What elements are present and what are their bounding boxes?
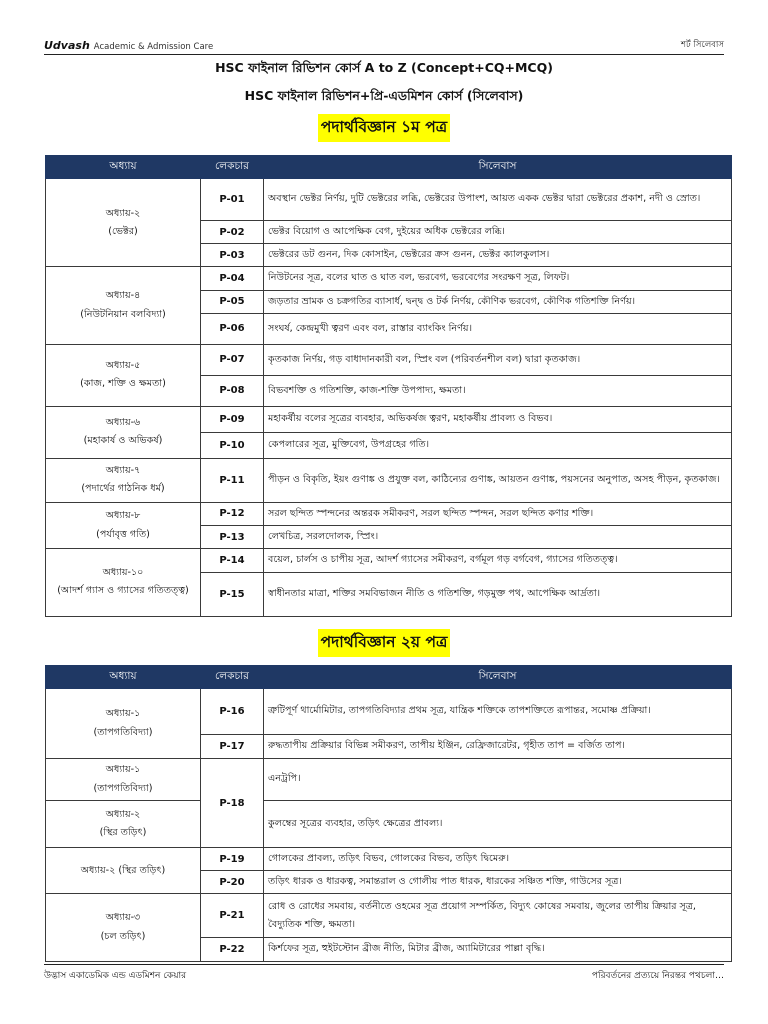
brand-logo: Udvash — [44, 39, 90, 52]
syllabus-table-paper2 — [45, 665, 732, 962]
lecture-cell: P-05 — [201, 290, 264, 313]
lecture-cell: P-19 — [201, 848, 264, 871]
lecture-cell: P-08 — [201, 375, 264, 406]
table-row — [46, 848, 732, 871]
chapter-cell: অধ্যায়-১ (তাপগতিবিদ্যা) — [46, 689, 201, 759]
syllabus-cell: কুলম্বের সূত্রের ব্যবহার, তড়িৎ ক্ষেত্রের প্রাবল্য। — [264, 801, 732, 848]
lecture-cell: P-15 — [201, 572, 264, 616]
syllabus-cell: লেখচিত্র, সরলদোলক, স্প্রিং। — [264, 526, 732, 549]
lecture-cell: P-10 — [201, 432, 264, 458]
syllabus-cell: অবস্থান ভেক্টর নির্ণয়, দুটি ভেক্টরের লব্ধি, ভেক্টরের উপাংশ, আয়ত একক ভেক্টর দ্বারা ভেক্টরের প্রকাশ, নদী ও স্রোত। — [264, 179, 732, 221]
column-header-chapter: অধ্যায় — [46, 666, 201, 689]
lecture-cell: P-20 — [201, 871, 264, 894]
chapter-cell: অধ্যায়-২ (স্থির তড়িৎ) — [46, 848, 201, 894]
subject-title-paper1: পদার্থবিজ্ঞান ১ম পত্র — [318, 114, 450, 142]
chapter-cell: অধ্যায়-৩ (চল তড়িৎ) — [46, 894, 201, 961]
column-header-syllabus: সিলেবাস — [264, 156, 732, 179]
lecture-cell: P-06 — [201, 313, 264, 344]
course-subtitle: HSC ফাইনাল রিভিশন+প্রি-এডমিশন কোর্স (সিলেবাস) — [244, 88, 524, 103]
page-footer — [44, 964, 724, 983]
table-row — [46, 801, 732, 848]
chapter-cell: অধ্যায়-২ (ভেক্টর) — [46, 179, 201, 267]
page-header — [44, 36, 724, 55]
column-header-lecture: লেকচার — [201, 156, 264, 179]
table-row — [46, 179, 732, 221]
syllabus-cell: ভেক্টরের ডট গুনন, দিক কোসাইন, ভেক্টরের ক্রস গুনন, ভেক্টর ক্যালকুলাস। — [264, 244, 732, 267]
table-row — [46, 894, 732, 938]
lecture-cell: P-21 — [201, 894, 264, 938]
syllabus-cell: সংঘর্ষ, কেন্দ্রমুখী ত্বরণ এবং বল, রাস্তার ব্যাংকিং নির্ণয়। — [264, 313, 732, 344]
syllabus-cell: ত্রুটিপূর্ণ থার্মোমিটার, তাপগতিবিদ্যার প্রথম সূত্র, যান্ত্রিক শক্তিকে তাপশক্তিতে রূপান্তর, সমোষ্ণ প্রক্রিয়া। — [264, 689, 732, 735]
table-header-row — [46, 666, 732, 689]
chapter-cell: অধ্যায়-৭ (পদার্থের গাঠনিক ধর্ম) — [46, 458, 201, 502]
chapter-cell: অধ্যায়-৫ (কাজ, শক্তি ও ক্ষমতা) — [46, 344, 201, 406]
lecture-cell: P-22 — [201, 938, 264, 961]
syllabus-cell: বয়েল, চার্লস ও চাপীয় সূত্র, আদর্শ গ্যাসের সমীকরণ, বর্গমূল গড় বর্গবেগ, গ্যাসের গতিতত্ত্ব। — [264, 549, 732, 572]
table-row — [46, 689, 732, 735]
brand — [44, 39, 213, 52]
table-header-row — [46, 156, 732, 179]
lecture-cell: P-16 — [201, 689, 264, 735]
table-row — [46, 406, 732, 432]
column-header-syllabus: সিলেবাস — [264, 666, 732, 689]
lecture-cell: P-11 — [201, 458, 264, 502]
lecture-cell: P-02 — [201, 221, 264, 244]
chapter-cell: অধ্যায়-৪ (নিউটনিয়ান বলবিদ্যা) — [46, 267, 201, 344]
table-row — [46, 267, 732, 290]
syllabus-cell: কৃতকাজ নির্ণয়, গড় বাধাদানকারী বল, স্প্রিং বল (পরিবর্তনশীল বল) দ্বারা কৃতকাজ। — [264, 344, 732, 375]
syllabus-cell: কির্শফের সূত্র, হুইটস্টোন ব্রীজ নীতি, মিটার ব্রীজ, অ্যামিটারের পাল্লা বৃদ্ধি। — [264, 938, 732, 961]
lecture-cell: P-03 — [201, 244, 264, 267]
lecture-cell: P-14 — [201, 549, 264, 572]
column-header-chapter: অধ্যায় — [46, 156, 201, 179]
table-row — [46, 502, 732, 525]
table-row — [46, 549, 732, 572]
footer-right-text: পরিবর্তনের প্রত্যয়ে নিরন্তর পথচলা… — [591, 971, 724, 981]
lecture-cell: P-04 — [201, 267, 264, 290]
syllabus-cell: তড়িৎ ধারক ও ধারকত্ব, সমান্তরাল ও গোলীয় পাত ধারক, ধারকের সঞ্চিত শক্তি, গাউসের সূত্র। — [264, 871, 732, 894]
syllabus-cell: কেপলারের সূত্র, মুক্তিবেগ, উপগ্রহের গতি। — [264, 432, 732, 458]
syllabus-cell: মহাকর্ষীয় বলের সূত্রের ব্যবহার, অভিকর্ষজ ত্বরণ, মহাকর্ষীয় প্রাবল্য ও বিভব। — [264, 406, 732, 432]
lecture-cell: P-18 — [201, 759, 264, 848]
syllabus-cell: রোধ ও রোধের সমবায়, বর্তনীতে ওহমের সূত্র প্রয়োগ সম্পর্কিত, বিদ্যুৎ কোষের সমবায়, জুলের তাপীয় ক্রিয়ার সূত্র, বৈদ্যুতিক শক্তি, ক্ষমতা। — [264, 894, 732, 938]
lecture-cell: P-13 — [201, 526, 264, 549]
chapter-cell: অধ্যায়-৬ (মহাকার্ষ ও অভিকর্ষ) — [46, 406, 201, 458]
course-title: HSC ফাইনাল রিভিশন কোর্স A to Z (Concept+CQ+MCQ) — [215, 60, 553, 75]
syllabus-cell: স্বাধীনতার মাত্রা, শক্তির সমবিভাজন নীতি ও গতিশক্তি, গড়মুক্ত পথ, আপেক্ষিক আর্দ্রতা। — [264, 572, 732, 616]
syllabus-cell: ভেক্টর বিয়োগ ও আপেক্ষিক বেগ, দুইয়ের অধিক ভেক্টরের লব্ধি। — [264, 221, 732, 244]
syllabus-cell: এনট্রপি। — [264, 759, 732, 801]
chapter-cell: অধ্যায়-১০ (আদর্শ গ্যাস ও গ্যাসের গতিতত্ত্ব) — [46, 549, 201, 616]
column-header-lecture: লেকচার — [201, 666, 264, 689]
subject-title-paper2: পদার্থবিজ্ঞান ২য় পত্র — [318, 629, 451, 657]
header-right-text: শর্ট সিলেবাস — [681, 40, 724, 50]
table-row — [46, 458, 732, 502]
lecture-cell: P-01 — [201, 179, 264, 221]
syllabus-cell: গোলকের প্রাবল্য, তড়িৎ বিভব, গোলকের বিভব, তড়িৎ দ্বিমেরু। — [264, 848, 732, 871]
lecture-cell: P-07 — [201, 344, 264, 375]
lecture-cell: P-17 — [201, 735, 264, 759]
syllabus-cell: পীড়ন ও বিকৃতি, ইয়ং গুণাঙ্ক ও প্রযুক্ত বল, কাঠিন্যের গুণাঙ্ক, আয়তন গুণাঙ্ক, পয়সনের অনুপাত, অসহ পীড়ন, কৃতকাজ। — [264, 458, 732, 502]
table-row — [46, 344, 732, 375]
lecture-cell: P-12 — [201, 502, 264, 525]
footer-left-text: উদ্ভাস একাডেমিক এন্ড এডমিশন কেয়ার — [44, 971, 187, 981]
table-row — [46, 759, 732, 801]
syllabus-cell: জড়তার ভ্রামক ও চক্রগতির ব্যাসার্ধ, দ্বন্দ্ব ও টর্ক নির্ণয়, কৌণিক ভরবেগ, কৌণিক গতিশক্তি নির্ণয়। — [264, 290, 732, 313]
brand-tagline: Academic & Admission Care — [93, 42, 214, 52]
lecture-cell: P-09 — [201, 406, 264, 432]
syllabus-cell: সরল ছন্দিত স্পন্দনের অন্তরক সমীকরণ, সরল ছন্দিত স্পন্দন, সরল ছন্দিত কণার শক্তি। — [264, 502, 732, 525]
chapter-cell: অধ্যায়-১ (তাপগতিবিদ্যা) — [46, 759, 201, 801]
chapter-cell: অধ্যায়-২ (স্থির তড়িৎ) — [46, 801, 201, 848]
syllabus-cell: নিউটনের সূত্র, বলের ঘাত ও ঘাত বল, ভরবেগ, ভরবেগের সংরক্ষণ সূত্র, লিফট। — [264, 267, 732, 290]
chapter-cell: অধ্যায়-৮ (পর্যাবৃত্ত গতি) — [46, 502, 201, 548]
syllabus-cell: বিভবশক্তি ও গতিশক্তি, কাজ-শক্তি উপপাদ্য, ক্ষমতা। — [264, 375, 732, 406]
syllabus-table-paper1 — [45, 155, 732, 617]
syllabus-cell: রুদ্ধতাপীয় প্রক্রিয়ার বিভিন্ন সমীকরণ, তাপীয় ইঞ্জিন, রেফ্রিজারেটর, গৃহীত তাপ = বর্জিত তাপ। — [264, 735, 732, 759]
